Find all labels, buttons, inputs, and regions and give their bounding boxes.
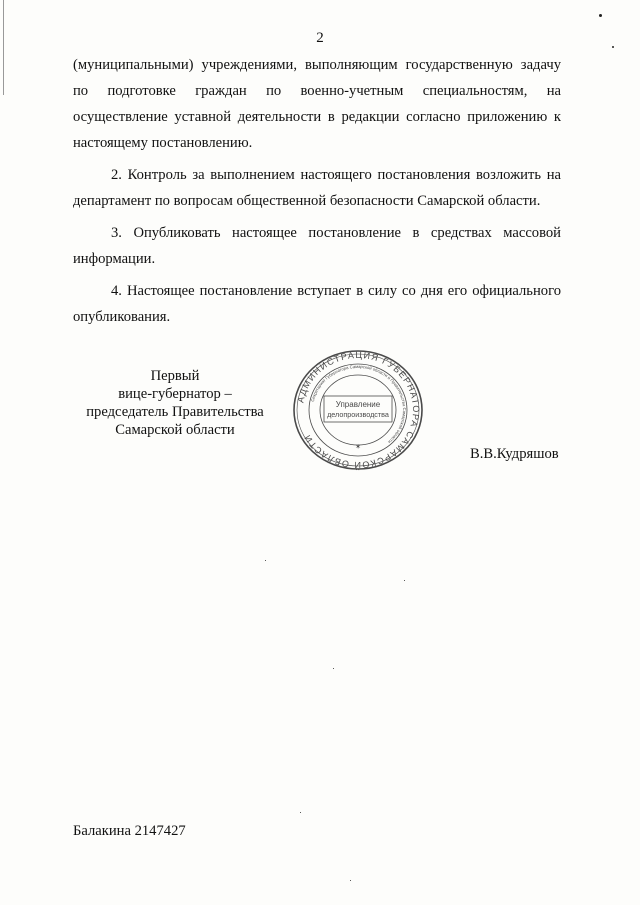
scan-speck — [612, 46, 614, 48]
paragraph-continuation: (муниципальными) учреждениями, выполняющим государственную задачу по подготовке граждан по военно-учетным специальностям, на осуществление уставной деятельности в редакции согласно приложению к настоящему постановлению. — [73, 57, 561, 151]
scan-speck — [265, 560, 266, 561]
signer-title-line: председатель Правительства — [86, 404, 264, 420]
scan-speck — [404, 580, 405, 581]
signer-title-line: Самарской области — [115, 422, 235, 438]
signer-title-line: Первый — [150, 368, 200, 384]
scan-margin-line — [3, 0, 4, 95]
signer-title — [70, 367, 280, 439]
seal-center-line-2: делопроизводства — [327, 410, 389, 419]
official-seal-stamp — [291, 349, 425, 471]
paragraph-publish: 3. Опубликовать настоящее постановление в средствах массовой информации. — [73, 225, 561, 267]
signer-title-line: вице-губернатор – — [118, 386, 232, 402]
seal-inner-text: Секретариат Губернатора Самарской области и Правительства Самарской области — [309, 363, 408, 445]
scan-speck — [333, 668, 334, 669]
signer-name: В.В.Кудряшов — [470, 446, 559, 462]
document-body — [73, 52, 561, 334]
author-contact: Балакина 2147427 — [73, 823, 186, 839]
scan-speck — [350, 880, 351, 881]
seal-center-line-1: Управление — [335, 400, 381, 409]
scan-speck — [300, 812, 301, 813]
paragraph-control: 2. Контроль за выполнением настоящего постановления возложить на департамент по вопросам общественной безопасности Самарской области. — [73, 167, 561, 209]
scan-speck — [599, 14, 602, 17]
paragraph-effective: 4. Настоящее постановление вступает в силу со дня его официального опубликования. — [73, 283, 561, 325]
seal-outer-text: АДМИНИСТРАЦИЯ ГУБЕРНАТОРА САМАРСКОЙ ОБЛАСТИ — [295, 349, 422, 471]
page-number: 2 — [316, 30, 324, 46]
seal-star-icon: ✶ — [355, 443, 361, 451]
